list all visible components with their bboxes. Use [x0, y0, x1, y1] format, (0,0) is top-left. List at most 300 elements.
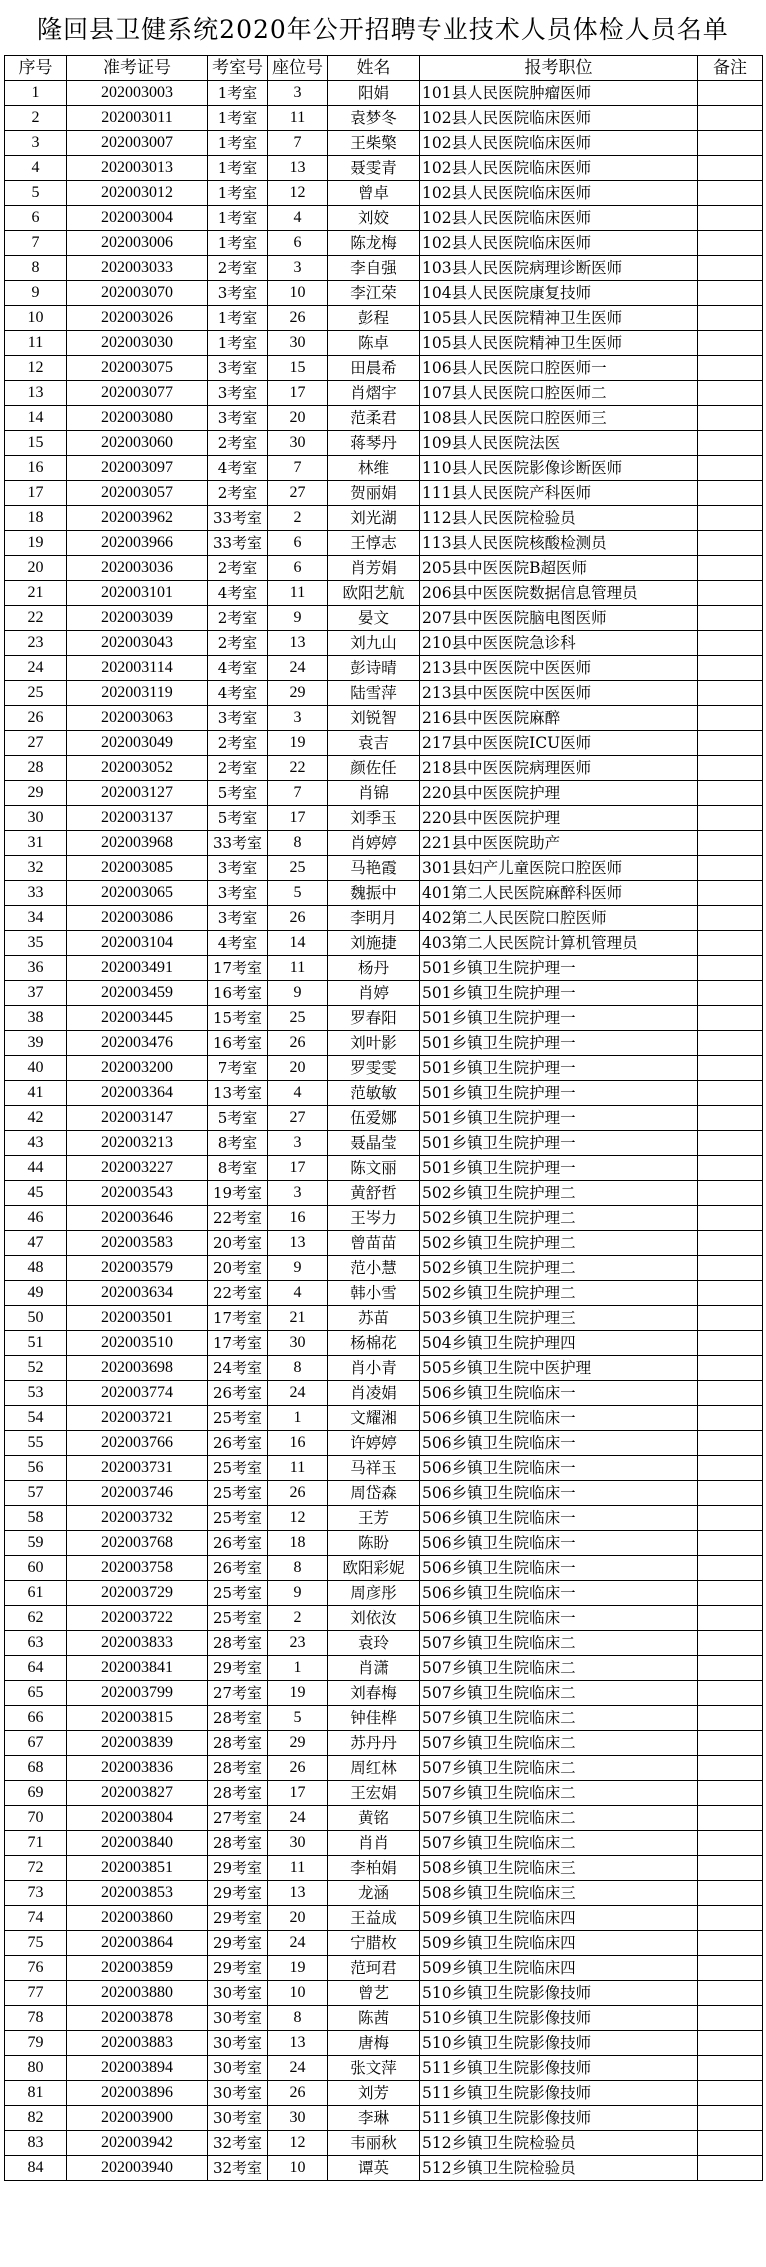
table-row [5, 181, 763, 206]
exam-id-cell: 202003097 [67, 456, 208, 481]
position-cell: 507乡镇卫生院临床二 [420, 1781, 698, 1806]
room-cell: 25考室 [208, 1406, 268, 1431]
room-cell: 30考室 [208, 2056, 268, 2081]
table-row [5, 1781, 763, 1806]
remarks-cell [698, 131, 763, 156]
name-cell: 范珂君 [328, 1956, 420, 1981]
seat-cell: 16 [268, 1431, 328, 1456]
name-cell: 肖潇 [328, 1656, 420, 1681]
name-cell: 陆雪萍 [328, 681, 420, 706]
remarks-cell [698, 1481, 763, 1506]
table-row [5, 1381, 763, 1406]
serial-cell: 22 [5, 606, 67, 631]
name-cell: 贺丽娟 [328, 481, 420, 506]
table-row [5, 1131, 763, 1156]
table-row [5, 306, 763, 331]
exam-id-cell: 202003579 [67, 1256, 208, 1281]
remarks-cell [698, 1356, 763, 1381]
serial-cell: 78 [5, 2006, 67, 2031]
room-cell: 1考室 [208, 131, 268, 156]
room-cell: 20考室 [208, 1256, 268, 1281]
seat-cell: 5 [268, 1706, 328, 1731]
position-cell: 220县中医医院护理 [420, 781, 698, 806]
seat-cell: 10 [268, 281, 328, 306]
seat-cell: 30 [268, 1831, 328, 1856]
table-body [5, 81, 763, 2181]
seat-cell: 7 [268, 456, 328, 481]
room-cell: 5考室 [208, 1106, 268, 1131]
seat-cell: 3 [268, 1181, 328, 1206]
room-cell: 3考室 [208, 881, 268, 906]
position-cell: 507乡镇卫生院临床二 [420, 1681, 698, 1706]
table-row [5, 2081, 763, 2106]
name-cell: 肖锦 [328, 781, 420, 806]
table-row [5, 1631, 763, 1656]
table-row [5, 931, 763, 956]
remarks-cell [698, 1506, 763, 1531]
name-cell: 黄舒哲 [328, 1181, 420, 1206]
serial-cell: 81 [5, 2081, 67, 2106]
remarks-cell [698, 1131, 763, 1156]
room-cell: 5考室 [208, 781, 268, 806]
serial-cell: 50 [5, 1306, 67, 1331]
seat-cell: 11 [268, 106, 328, 131]
room-cell: 17考室 [208, 956, 268, 981]
serial-cell: 13 [5, 381, 67, 406]
serial-cell: 6 [5, 206, 67, 231]
exam-id-cell: 202003878 [67, 2006, 208, 2031]
seat-cell: 24 [268, 2056, 328, 2081]
serial-cell: 41 [5, 1081, 67, 1106]
remarks-cell [698, 1031, 763, 1056]
seat-cell: 3 [268, 1131, 328, 1156]
serial-cell: 5 [5, 181, 67, 206]
serial-cell: 30 [5, 806, 67, 831]
position-cell: 501乡镇卫生院护理一 [420, 1131, 698, 1156]
remarks-cell [698, 81, 763, 106]
serial-cell: 55 [5, 1431, 67, 1456]
exam-id-cell: 202003880 [67, 1981, 208, 2006]
seat-cell: 11 [268, 1856, 328, 1881]
remarks-cell [698, 431, 763, 456]
position-cell: 510乡镇卫生院影像技师 [420, 2006, 698, 2031]
serial-cell: 16 [5, 456, 67, 481]
seat-cell: 30 [268, 2106, 328, 2131]
seat-cell: 1 [268, 1406, 328, 1431]
seat-cell: 1 [268, 1656, 328, 1681]
name-cell: 杨丹 [328, 956, 420, 981]
room-cell: 4考室 [208, 581, 268, 606]
exam-id-cell: 202003501 [67, 1306, 208, 1331]
name-cell: 聂雯青 [328, 156, 420, 181]
exam-id-cell: 202003815 [67, 1706, 208, 1731]
room-cell: 2考室 [208, 756, 268, 781]
position-cell: 502乡镇卫生院护理二 [420, 1231, 698, 1256]
remarks-cell [698, 331, 763, 356]
seat-cell: 13 [268, 2031, 328, 2056]
exam-id-cell: 202003894 [67, 2056, 208, 2081]
remarks-cell [698, 1881, 763, 1906]
name-cell: 王柴檠 [328, 131, 420, 156]
header-name: 姓名 [328, 56, 420, 81]
serial-cell: 18 [5, 506, 67, 531]
seat-cell: 20 [268, 1056, 328, 1081]
seat-cell: 24 [268, 1381, 328, 1406]
serial-cell: 72 [5, 1856, 67, 1881]
exam-id-cell: 202003227 [67, 1156, 208, 1181]
name-cell: 肖熠宇 [328, 381, 420, 406]
position-cell: 221县中医医院助产 [420, 831, 698, 856]
serial-cell: 76 [5, 1956, 67, 1981]
seat-cell: 27 [268, 481, 328, 506]
position-cell: 501乡镇卫生院护理一 [420, 956, 698, 981]
exam-id-cell: 202003137 [67, 806, 208, 831]
serial-cell: 64 [5, 1656, 67, 1681]
remarks-cell [698, 831, 763, 856]
position-cell: 502乡镇卫生院护理二 [420, 1256, 698, 1281]
seat-cell: 3 [268, 81, 328, 106]
remarks-cell [698, 556, 763, 581]
name-cell: 宁腊枚 [328, 1931, 420, 1956]
exam-id-cell: 202003213 [67, 1131, 208, 1156]
page-title: 隆回县卫健系统2020年公开招聘专业技术人员体检人员名单 [37, 14, 729, 44]
table-row [5, 656, 763, 681]
table-row [5, 806, 763, 831]
room-cell: 28考室 [208, 1631, 268, 1656]
serial-cell: 40 [5, 1056, 67, 1081]
serial-cell: 79 [5, 2031, 67, 2056]
serial-cell: 45 [5, 1181, 67, 1206]
position-cell: 111县人民医院产科医师 [420, 481, 698, 506]
exam-id-cell: 202003799 [67, 1681, 208, 1706]
serial-cell: 23 [5, 631, 67, 656]
table-row [5, 1706, 763, 1731]
table-row [5, 1431, 763, 1456]
room-cell: 33考室 [208, 531, 268, 556]
seat-cell: 21 [268, 1306, 328, 1331]
exam-id-cell: 202003101 [67, 581, 208, 606]
exam-id-cell: 202003036 [67, 556, 208, 581]
room-cell: 1考室 [208, 206, 268, 231]
exam-id-cell: 202003864 [67, 1931, 208, 1956]
position-cell: 104县人民医院康复技师 [420, 281, 698, 306]
header-seat: 座位号 [268, 56, 328, 81]
position-cell: 216县中医医院麻醉 [420, 706, 698, 731]
exam-id-cell: 202003841 [67, 1656, 208, 1681]
serial-cell: 4 [5, 156, 67, 181]
room-cell: 28考室 [208, 1706, 268, 1731]
seat-cell: 2 [268, 506, 328, 531]
remarks-cell [698, 1331, 763, 1356]
room-cell: 27考室 [208, 1806, 268, 1831]
table-row [5, 1956, 763, 1981]
table-row [5, 1656, 763, 1681]
seat-cell: 14 [268, 931, 328, 956]
serial-cell: 33 [5, 881, 67, 906]
remarks-cell [698, 106, 763, 131]
table-row [5, 856, 763, 881]
seat-cell: 30 [268, 1331, 328, 1356]
seat-cell: 4 [268, 1281, 328, 1306]
table-row [5, 1081, 763, 1106]
room-cell: 30考室 [208, 2106, 268, 2131]
serial-cell: 32 [5, 856, 67, 881]
remarks-cell [698, 2131, 763, 2156]
remarks-cell [698, 256, 763, 281]
room-cell: 1考室 [208, 181, 268, 206]
position-cell: 206县中医医院数据信息管理员 [420, 581, 698, 606]
header-exam-id: 准考证号 [67, 56, 208, 81]
room-cell: 25考室 [208, 1606, 268, 1631]
room-cell: 8考室 [208, 1156, 268, 1181]
name-cell: 刘春梅 [328, 1681, 420, 1706]
table-row [5, 81, 763, 106]
serial-cell: 17 [5, 481, 67, 506]
remarks-cell [698, 781, 763, 806]
exam-id-cell: 202003510 [67, 1331, 208, 1356]
name-cell: 肖芳娟 [328, 556, 420, 581]
exam-id-cell: 202003011 [67, 106, 208, 131]
room-cell: 26考室 [208, 1431, 268, 1456]
exam-id-cell: 202003459 [67, 981, 208, 1006]
serial-cell: 67 [5, 1731, 67, 1756]
seat-cell: 25 [268, 1006, 328, 1031]
exam-id-cell: 202003746 [67, 1481, 208, 1506]
position-cell: 110县人民医院影像诊断医师 [420, 456, 698, 481]
serial-cell: 28 [5, 756, 67, 781]
remarks-cell [698, 2056, 763, 2081]
room-cell: 3考室 [208, 856, 268, 881]
seat-cell: 25 [268, 856, 328, 881]
seat-cell: 8 [268, 1556, 328, 1581]
exam-id-cell: 202003049 [67, 731, 208, 756]
seat-cell: 4 [268, 206, 328, 231]
table-row [5, 1756, 763, 1781]
exam-id-cell: 202003491 [67, 956, 208, 981]
remarks-cell [698, 931, 763, 956]
name-cell: 刘依汝 [328, 1606, 420, 1631]
table-row [5, 1531, 763, 1556]
name-cell: 刘姣 [328, 206, 420, 231]
exam-id-cell: 202003127 [67, 781, 208, 806]
seat-cell: 17 [268, 381, 328, 406]
room-cell: 1考室 [208, 331, 268, 356]
exam-id-cell: 202003200 [67, 1056, 208, 1081]
serial-cell: 80 [5, 2056, 67, 2081]
serial-cell: 8 [5, 256, 67, 281]
position-cell: 109县人民医院法医 [420, 431, 698, 456]
exam-id-cell: 202003840 [67, 1831, 208, 1856]
room-cell: 33考室 [208, 506, 268, 531]
table-row [5, 531, 763, 556]
exam-id-cell: 202003900 [67, 2106, 208, 2131]
exam-id-cell: 202003063 [67, 706, 208, 731]
position-cell: 512乡镇卫生院检验员 [420, 2156, 698, 2181]
exam-id-cell: 202003445 [67, 1006, 208, 1031]
remarks-cell [698, 2006, 763, 2031]
name-cell: 彭程 [328, 306, 420, 331]
table-row [5, 356, 763, 381]
serial-cell: 65 [5, 1681, 67, 1706]
table-row [5, 1681, 763, 1706]
serial-cell: 7 [5, 231, 67, 256]
seat-cell: 11 [268, 581, 328, 606]
exam-id-cell: 202003962 [67, 506, 208, 531]
exam-id-cell: 202003883 [67, 2031, 208, 2056]
remarks-cell [698, 1931, 763, 1956]
name-cell: 曾苗苗 [328, 1231, 420, 1256]
exam-id-cell: 202003768 [67, 1531, 208, 1556]
table-row [5, 1606, 763, 1631]
exam-id-cell: 202003007 [67, 131, 208, 156]
exam-id-cell: 202003043 [67, 631, 208, 656]
seat-cell: 11 [268, 956, 328, 981]
exam-id-cell: 202003006 [67, 231, 208, 256]
table-row [5, 706, 763, 731]
room-cell: 2考室 [208, 731, 268, 756]
remarks-cell [698, 1006, 763, 1031]
name-cell: 刘光湖 [328, 506, 420, 531]
seat-cell: 20 [268, 1906, 328, 1931]
remarks-cell [698, 506, 763, 531]
serial-cell: 51 [5, 1331, 67, 1356]
exam-id-cell: 202003033 [67, 256, 208, 281]
seat-cell: 18 [268, 1531, 328, 1556]
serial-cell: 1 [5, 81, 67, 106]
seat-cell: 15 [268, 356, 328, 381]
position-cell: 506乡镇卫生院临床一 [420, 1431, 698, 1456]
remarks-cell [698, 1581, 763, 1606]
remarks-cell [698, 2106, 763, 2131]
remarks-cell [698, 306, 763, 331]
serial-cell: 11 [5, 331, 67, 356]
header-room: 考室号 [208, 56, 268, 81]
table-row [5, 2131, 763, 2156]
seat-cell: 10 [268, 1981, 328, 2006]
remarks-cell [698, 1456, 763, 1481]
serial-cell: 82 [5, 2106, 67, 2131]
name-cell: 肖婷婷 [328, 831, 420, 856]
room-cell: 26考室 [208, 1556, 268, 1581]
table-row [5, 1181, 763, 1206]
position-cell: 506乡镇卫生院临床一 [420, 1406, 698, 1431]
serial-cell: 26 [5, 706, 67, 731]
remarks-cell [698, 956, 763, 981]
room-cell: 16考室 [208, 981, 268, 1006]
room-cell: 2考室 [208, 606, 268, 631]
name-cell: 李柏娟 [328, 1856, 420, 1881]
table-row [5, 106, 763, 131]
table-row [5, 881, 763, 906]
seat-cell: 3 [268, 256, 328, 281]
exam-id-cell: 202003013 [67, 156, 208, 181]
name-cell: 肖凌娟 [328, 1381, 420, 1406]
name-cell: 周岱森 [328, 1481, 420, 1506]
remarks-cell [698, 981, 763, 1006]
serial-cell: 12 [5, 356, 67, 381]
seat-cell: 24 [268, 656, 328, 681]
room-cell: 15考室 [208, 1006, 268, 1031]
name-cell: 许婷婷 [328, 1431, 420, 1456]
serial-cell: 48 [5, 1256, 67, 1281]
room-cell: 27考室 [208, 1681, 268, 1706]
position-cell: 102县人民医院临床医师 [420, 156, 698, 181]
table-row [5, 1056, 763, 1081]
remarks-cell [698, 531, 763, 556]
serial-cell: 73 [5, 1881, 67, 1906]
serial-cell: 62 [5, 1606, 67, 1631]
remarks-cell [698, 1706, 763, 1731]
exam-id-cell: 202003859 [67, 1956, 208, 1981]
name-cell: 文耀湘 [328, 1406, 420, 1431]
remarks-cell [698, 2081, 763, 2106]
remarks-cell [698, 1756, 763, 1781]
table-row [5, 731, 763, 756]
table-row [5, 2156, 763, 2181]
exam-id-cell: 202003114 [67, 656, 208, 681]
exam-id-cell: 202003039 [67, 606, 208, 631]
name-cell: 陈盼 [328, 1531, 420, 1556]
serial-cell: 44 [5, 1156, 67, 1181]
room-cell: 28考室 [208, 1731, 268, 1756]
room-cell: 3考室 [208, 381, 268, 406]
room-cell: 25考室 [208, 1481, 268, 1506]
remarks-cell [698, 906, 763, 931]
table-row [5, 1281, 763, 1306]
name-cell: 黄铭 [328, 1806, 420, 1831]
table-row [5, 256, 763, 281]
position-cell: 102县人民医院临床医师 [420, 106, 698, 131]
position-cell: 502乡镇卫生院护理二 [420, 1181, 698, 1206]
room-cell: 3考室 [208, 406, 268, 431]
position-cell: 501乡镇卫生院护理一 [420, 1031, 698, 1056]
exam-id-cell: 202003026 [67, 306, 208, 331]
exam-id-cell: 202003758 [67, 1556, 208, 1581]
seat-cell: 17 [268, 1781, 328, 1806]
remarks-cell [698, 1656, 763, 1681]
table-row [5, 681, 763, 706]
name-cell: 刘施捷 [328, 931, 420, 956]
table-row [5, 2006, 763, 2031]
room-cell: 4考室 [208, 656, 268, 681]
room-cell: 17考室 [208, 1306, 268, 1331]
position-cell: 507乡镇卫生院临床二 [420, 1756, 698, 1781]
remarks-cell [698, 1306, 763, 1331]
position-cell: 501乡镇卫生院护理一 [420, 1056, 698, 1081]
seat-cell: 6 [268, 531, 328, 556]
room-cell: 2考室 [208, 631, 268, 656]
exam-id-cell: 202003476 [67, 1031, 208, 1056]
room-cell: 5考室 [208, 806, 268, 831]
remarks-cell [698, 1281, 763, 1306]
name-cell: 阳娟 [328, 81, 420, 106]
position-cell: 207县中医医院脑电图医师 [420, 606, 698, 631]
remarks-cell [698, 481, 763, 506]
exam-id-cell: 202003646 [67, 1206, 208, 1231]
exam-id-cell: 202003860 [67, 1906, 208, 1931]
serial-cell: 42 [5, 1106, 67, 1131]
remarks-cell [698, 1856, 763, 1881]
name-cell: 陈卓 [328, 331, 420, 356]
table-row [5, 156, 763, 181]
name-cell: 周红林 [328, 1756, 420, 1781]
remarks-cell [698, 181, 763, 206]
serial-cell: 59 [5, 1531, 67, 1556]
room-cell: 30考室 [208, 2006, 268, 2031]
name-cell: 龙涵 [328, 1881, 420, 1906]
table-row [5, 2031, 763, 2056]
name-cell: 刘锐智 [328, 706, 420, 731]
